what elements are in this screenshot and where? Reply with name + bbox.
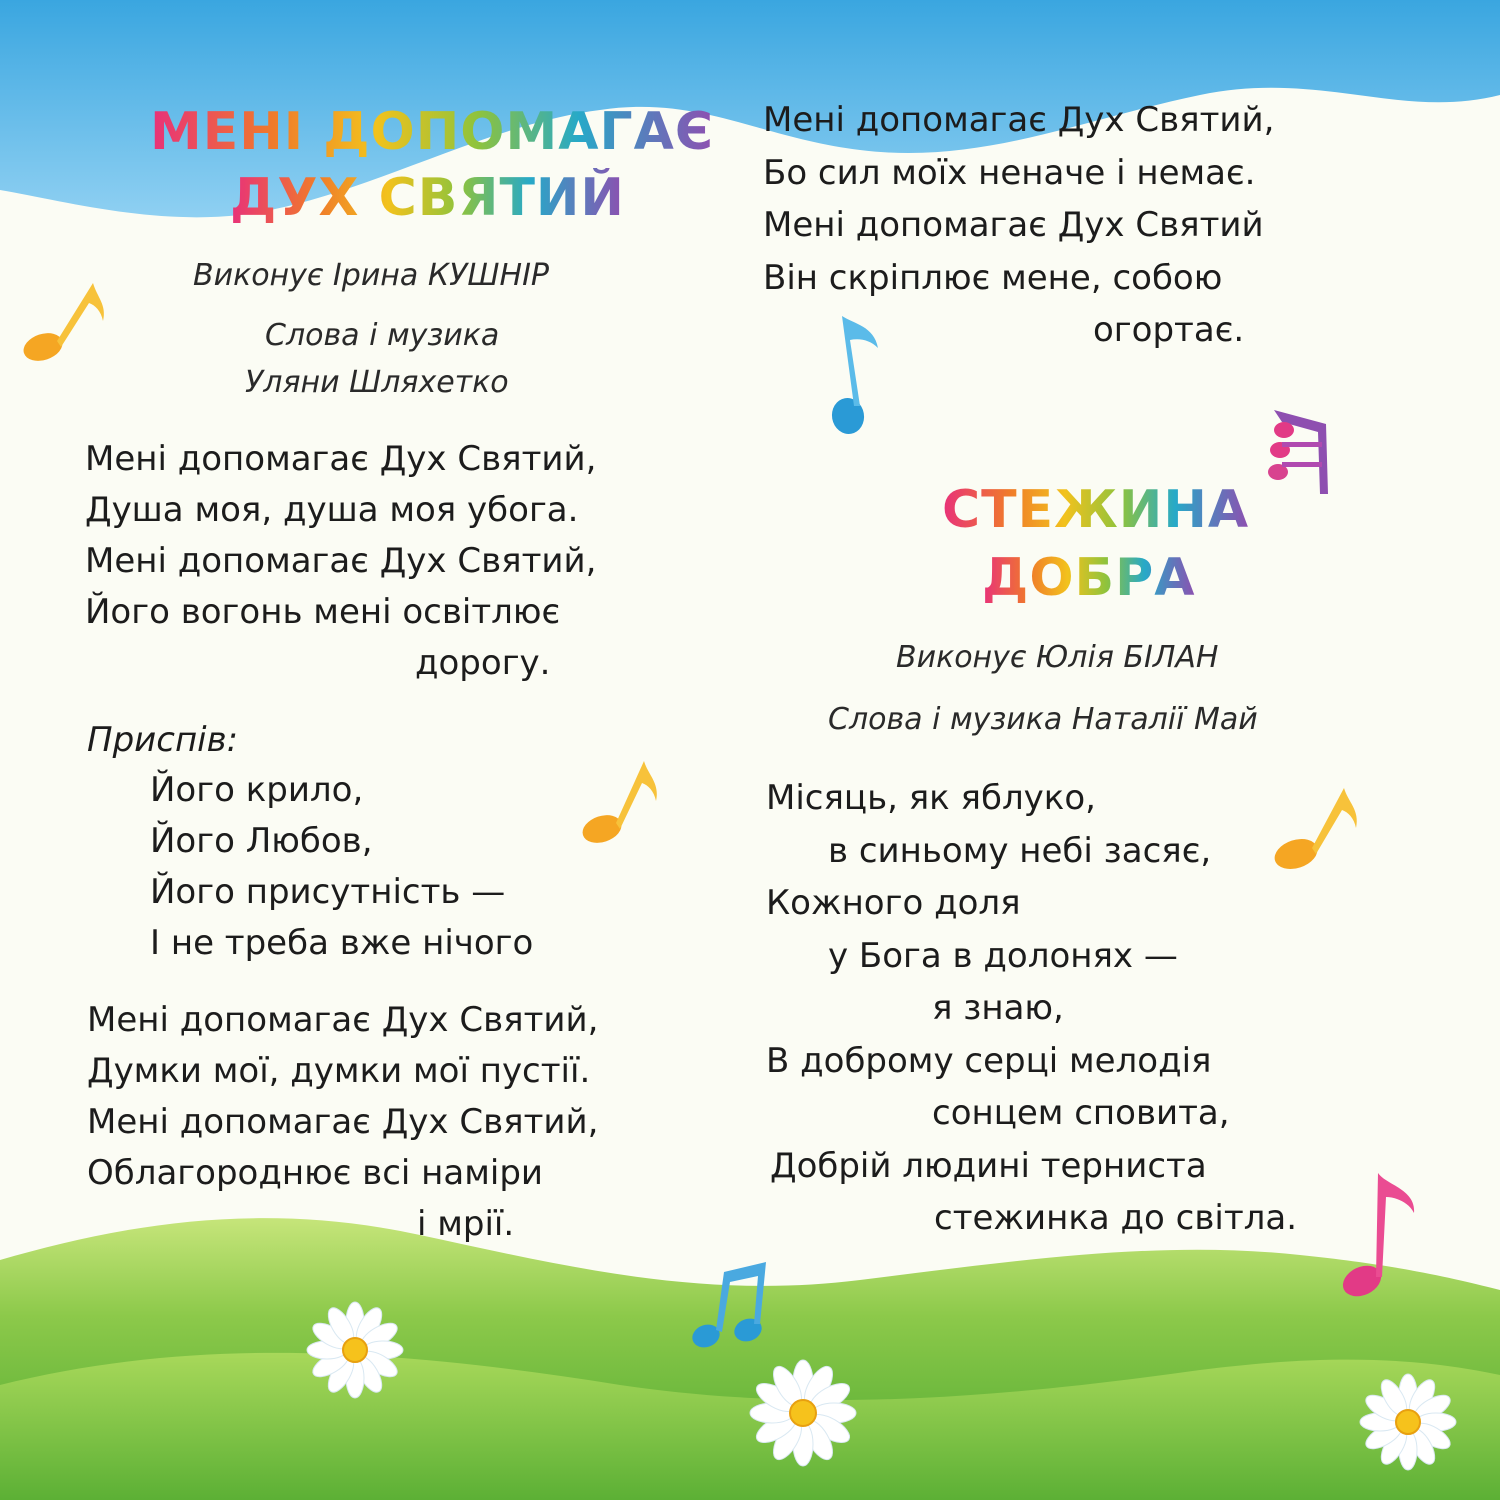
lyric-line: огортає. — [1093, 310, 1245, 350]
lyric-line: сонцем сповита, — [932, 1093, 1230, 1133]
song2-credits: Слова і музика Наталії Май — [828, 702, 1258, 737]
music-note-icon — [1338, 1165, 1423, 1305]
lyric-line: Бо сил моїх неначе і немає. — [763, 152, 1256, 193]
song1-verse2 — [87, 995, 598, 1250]
lyric-line: Мені допомагає Дух Святий, — [87, 1000, 599, 1040]
daisy-icon — [305, 1300, 405, 1400]
song1-verse1 — [85, 434, 596, 689]
daisy-icon — [1358, 1372, 1458, 1472]
lyric-line: Мені допомагає Дух Святий, — [85, 541, 597, 581]
lyric-line: і мрії. — [417, 1204, 515, 1244]
lyric-line: стежинка до світла. — [934, 1198, 1298, 1238]
song1-chorus-label: Приспів: — [87, 720, 239, 760]
song1-credits-line2: Уляни Шляхетко — [245, 365, 509, 400]
lyric-line: Його Любов, — [150, 821, 373, 861]
music-note-icon — [1268, 782, 1363, 872]
song1-title-line2: ДУХ СВЯТИЙ — [230, 168, 625, 228]
lyric-line: Місяць, як яблуко, — [766, 778, 1096, 818]
lyric-line: дорогу. — [415, 643, 551, 683]
lyric-line: Мені допомагає Дух Святий, — [87, 1102, 599, 1142]
song1-performer: Виконує Ірина КУШНІР — [193, 258, 550, 293]
lyric-line: Його вогонь мені освітлює — [85, 592, 561, 632]
lyric-line: Мені допомагає Дух Святий, — [85, 439, 597, 479]
song2-verse1 — [766, 772, 1297, 1245]
song2-performer: Виконує Юлія БІЛАН — [896, 640, 1219, 675]
song2-title-line2: ДОБРА — [982, 548, 1196, 608]
lyric-line: Душа моя, душа моя убога. — [85, 490, 579, 530]
beamed-notes-icon — [1262, 402, 1337, 494]
lyric-line: І не треба вже нічого — [150, 923, 534, 963]
lyric-line: В доброму серці мелодія — [766, 1040, 1212, 1081]
lyric-line: Кожного доля — [766, 883, 1021, 923]
lyric-line: Облагороднює всі наміри — [87, 1153, 543, 1193]
beamed-notes-icon — [688, 1258, 773, 1353]
lyric-line: в синьому небі засяє, — [828, 830, 1212, 871]
lyric-line: Він скріплює мене, собою — [763, 257, 1223, 298]
lyric-line: Думки мої, думки мої пустії. — [87, 1051, 591, 1091]
song1-credits-line1: Слова і музика — [265, 318, 500, 353]
lyric-line: Добрій людині терниста — [770, 1145, 1207, 1186]
song2-title-line1: СТЕЖИНА — [942, 480, 1250, 540]
song1-chorus — [150, 765, 533, 969]
lyric-line: Його присутність — — [150, 872, 506, 912]
music-note-icon — [578, 755, 663, 850]
song1-title-line1: МЕНІ ДОПОМАГАЄ — [150, 102, 715, 162]
lyric-line: у Бога в долонях — — [828, 935, 1178, 976]
music-note-icon — [15, 275, 110, 365]
lyric-line: Його крило, — [150, 770, 364, 810]
music-note-icon — [820, 310, 890, 440]
lyric-line: я знаю, — [932, 988, 1064, 1028]
daisy-icon — [748, 1358, 858, 1468]
lyric-line: Мені допомагає Дух Святий, — [763, 100, 1275, 140]
lyric-line: Мені допомагає Дух Святий — [763, 205, 1264, 245]
